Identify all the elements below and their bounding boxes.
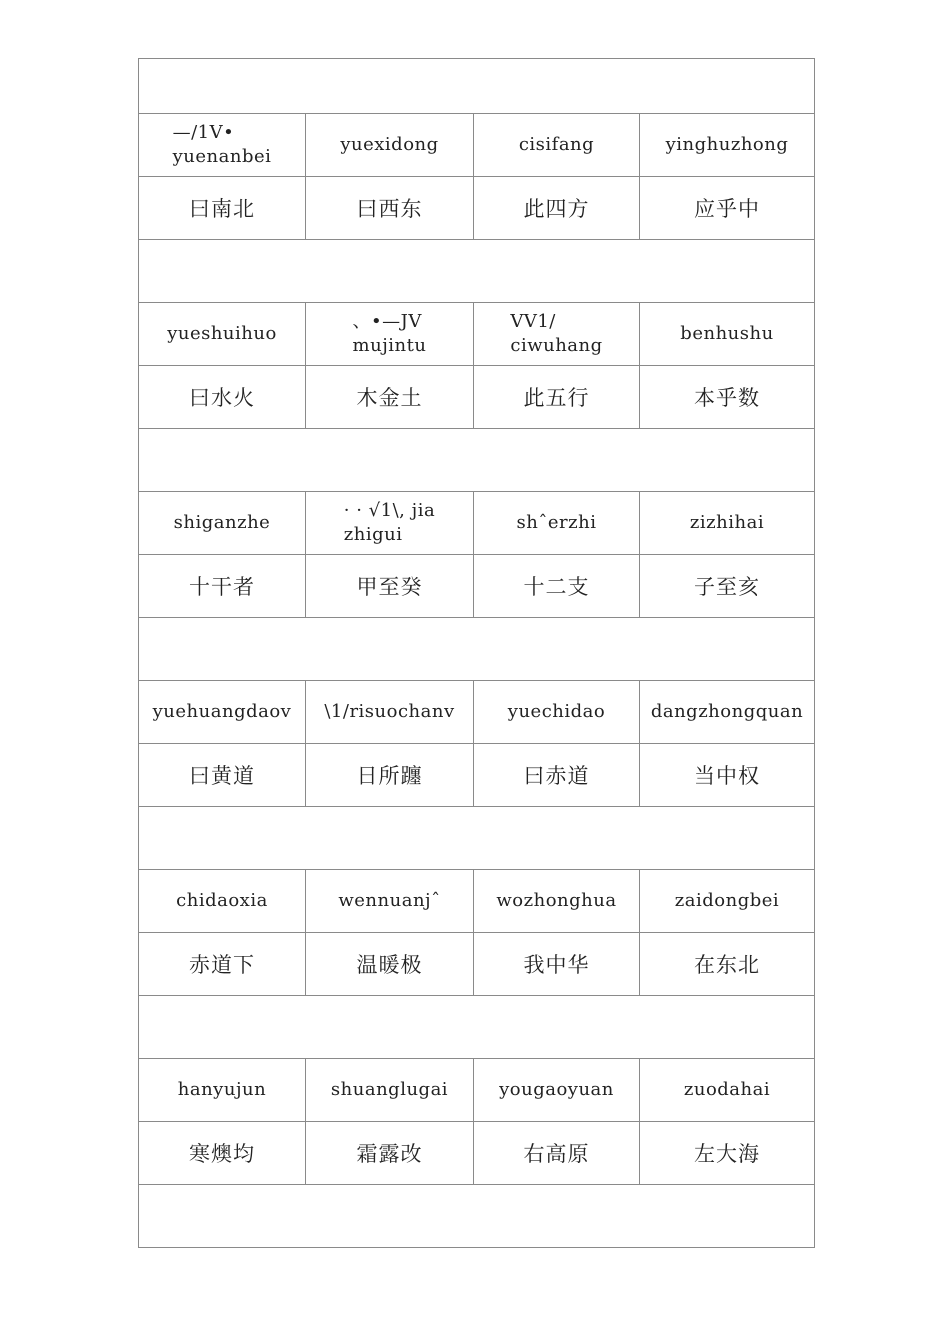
blank-cell	[139, 996, 815, 1059]
hanzi-text: 我中华	[523, 953, 590, 977]
blank-cell	[139, 1185, 815, 1248]
hanzi-text: 日所躔	[356, 764, 423, 788]
blank-row	[139, 429, 815, 492]
document-page	[138, 58, 814, 1248]
blank-cell	[139, 240, 815, 303]
hanzi-cell	[640, 177, 815, 240]
hanzi-text: 此五行	[523, 386, 590, 410]
hanzi-cell	[139, 555, 306, 618]
pinyin-text: 、•—JV mujintu	[352, 311, 427, 356]
pinyin-cell	[640, 114, 815, 177]
pinyin-cell	[306, 114, 474, 177]
hanzi-cell	[306, 177, 474, 240]
hanzi-row	[139, 555, 815, 618]
hanzi-text: 寒燠均	[189, 1142, 255, 1166]
hanzi-cell	[306, 555, 474, 618]
pinyin-cell	[306, 303, 474, 366]
hanzi-cell	[640, 933, 815, 996]
pinyin-cell	[139, 303, 306, 366]
pinyin-text: yuechidao	[507, 701, 606, 722]
hanzi-text: 曰水火	[189, 386, 255, 410]
blank-cell	[139, 618, 815, 681]
hanzi-cell	[139, 744, 306, 807]
blank-cell	[139, 807, 815, 870]
pinyin-cell	[306, 681, 474, 744]
pinyin-row	[139, 870, 815, 933]
pinyin-row	[139, 492, 815, 555]
pinyin-row	[139, 303, 815, 366]
hanzi-cell	[474, 177, 640, 240]
pinyin-text: wennuanjˆ	[338, 890, 441, 911]
pinyin-cell	[474, 114, 640, 177]
pinyin-cell	[139, 870, 306, 933]
pinyin-cell	[306, 870, 474, 933]
pinyin-text: yinghuzhong	[665, 134, 789, 155]
hanzi-text: 左大海	[694, 1142, 760, 1166]
pinyin-row	[139, 681, 815, 744]
hanzi-text: 木金土	[356, 386, 423, 410]
hanzi-cell	[139, 366, 306, 429]
hanzi-cell	[139, 933, 306, 996]
pinyin-text: wozhonghua	[496, 890, 617, 911]
hanzi-cell	[306, 1122, 474, 1185]
blank-row	[139, 59, 815, 114]
hanzi-row	[139, 366, 815, 429]
hanzi-text: 赤道下	[189, 953, 255, 977]
pinyin-text: · · √1\, jia zhigui	[343, 500, 436, 545]
pinyin-cell	[640, 1059, 815, 1122]
pinyin-text: zaidongbei	[674, 890, 780, 911]
blank-cell	[139, 59, 815, 114]
pinyin-text: yougaoyuan	[499, 1079, 614, 1100]
pinyin-cell	[474, 1059, 640, 1122]
pinyin-text: yueshuihuo	[167, 323, 277, 344]
hanzi-row	[139, 933, 815, 996]
hanzi-cell	[474, 1122, 640, 1185]
hanzi-cell	[474, 933, 640, 996]
hanzi-text: 曰南北	[189, 197, 255, 221]
pinyin-cell	[306, 1059, 474, 1122]
hanzi-cell	[640, 744, 815, 807]
hanzi-text: 曰赤道	[523, 764, 590, 788]
pinyin-cell	[139, 1059, 306, 1122]
hanzi-text: 曰西东	[356, 197, 423, 221]
hanzi-row	[139, 177, 815, 240]
pinyin-text: dangzhongquan	[650, 701, 804, 722]
pinyin-text: —/1V• yuenanbei	[172, 122, 272, 167]
blank-row	[139, 240, 815, 303]
pinyin-cell	[640, 870, 815, 933]
pinyin-cell	[640, 492, 815, 555]
pinyin-row	[139, 114, 815, 177]
hanzi-text: 应乎中	[694, 197, 760, 221]
pinyin-text-table	[138, 58, 815, 1248]
hanzi-text: 当中权	[694, 764, 760, 788]
pinyin-cell	[139, 492, 306, 555]
pinyin-cell	[306, 492, 474, 555]
hanzi-row	[139, 1122, 815, 1185]
blank-row	[139, 807, 815, 870]
pinyin-text: VV1/ ciwuhang	[510, 311, 603, 356]
hanzi-cell	[139, 1122, 306, 1185]
blank-cell	[139, 429, 815, 492]
pinyin-text: chidaoxia	[176, 890, 268, 911]
hanzi-text: 十干者	[189, 575, 255, 599]
pinyin-cell	[474, 492, 640, 555]
hanzi-row	[139, 744, 815, 807]
pinyin-cell	[474, 681, 640, 744]
pinyin-cell	[139, 114, 306, 177]
pinyin-cell	[474, 303, 640, 366]
pinyin-text: benhushu	[680, 323, 774, 344]
blank-row	[139, 618, 815, 681]
hanzi-cell	[474, 744, 640, 807]
table-body	[139, 59, 815, 1248]
hanzi-text: 此四方	[523, 197, 590, 221]
pinyin-text: zizhihai	[689, 512, 765, 533]
hanzi-text: 甲至癸	[356, 575, 423, 599]
hanzi-text: 温暖极	[356, 953, 423, 977]
hanzi-cell	[306, 744, 474, 807]
hanzi-text: 十二支	[523, 575, 590, 599]
pinyin-cell	[139, 681, 306, 744]
hanzi-cell	[306, 366, 474, 429]
pinyin-text: \1/risuochanv	[324, 701, 455, 722]
pinyin-text: hanyujun	[177, 1079, 267, 1100]
pinyin-text: cisifang	[518, 134, 595, 155]
hanzi-cell	[640, 366, 815, 429]
hanzi-cell	[139, 177, 306, 240]
pinyin-text: shuanglugai	[330, 1079, 449, 1100]
pinyin-text: yuexidong	[340, 134, 439, 155]
pinyin-row	[139, 1059, 815, 1122]
pinyin-cell	[640, 681, 815, 744]
pinyin-text: zuodahai	[683, 1079, 771, 1100]
hanzi-text: 曰黄道	[189, 764, 255, 788]
pinyin-cell	[640, 303, 815, 366]
hanzi-text: 子至亥	[694, 575, 760, 599]
hanzi-text: 在东北	[694, 953, 760, 977]
hanzi-text: 霜露改	[356, 1142, 423, 1166]
hanzi-cell	[306, 933, 474, 996]
pinyin-text: shˆerzhi	[516, 512, 597, 533]
pinyin-cell	[474, 870, 640, 933]
hanzi-text: 右高原	[523, 1142, 590, 1166]
pinyin-text: shiganzhe	[173, 512, 271, 533]
blank-row	[139, 996, 815, 1059]
hanzi-text: 本乎数	[694, 386, 760, 410]
hanzi-cell	[474, 555, 640, 618]
pinyin-text: yuehuangdaov	[152, 701, 292, 722]
blank-row	[139, 1185, 815, 1248]
hanzi-cell	[640, 1122, 815, 1185]
hanzi-cell	[474, 366, 640, 429]
hanzi-cell	[640, 555, 815, 618]
